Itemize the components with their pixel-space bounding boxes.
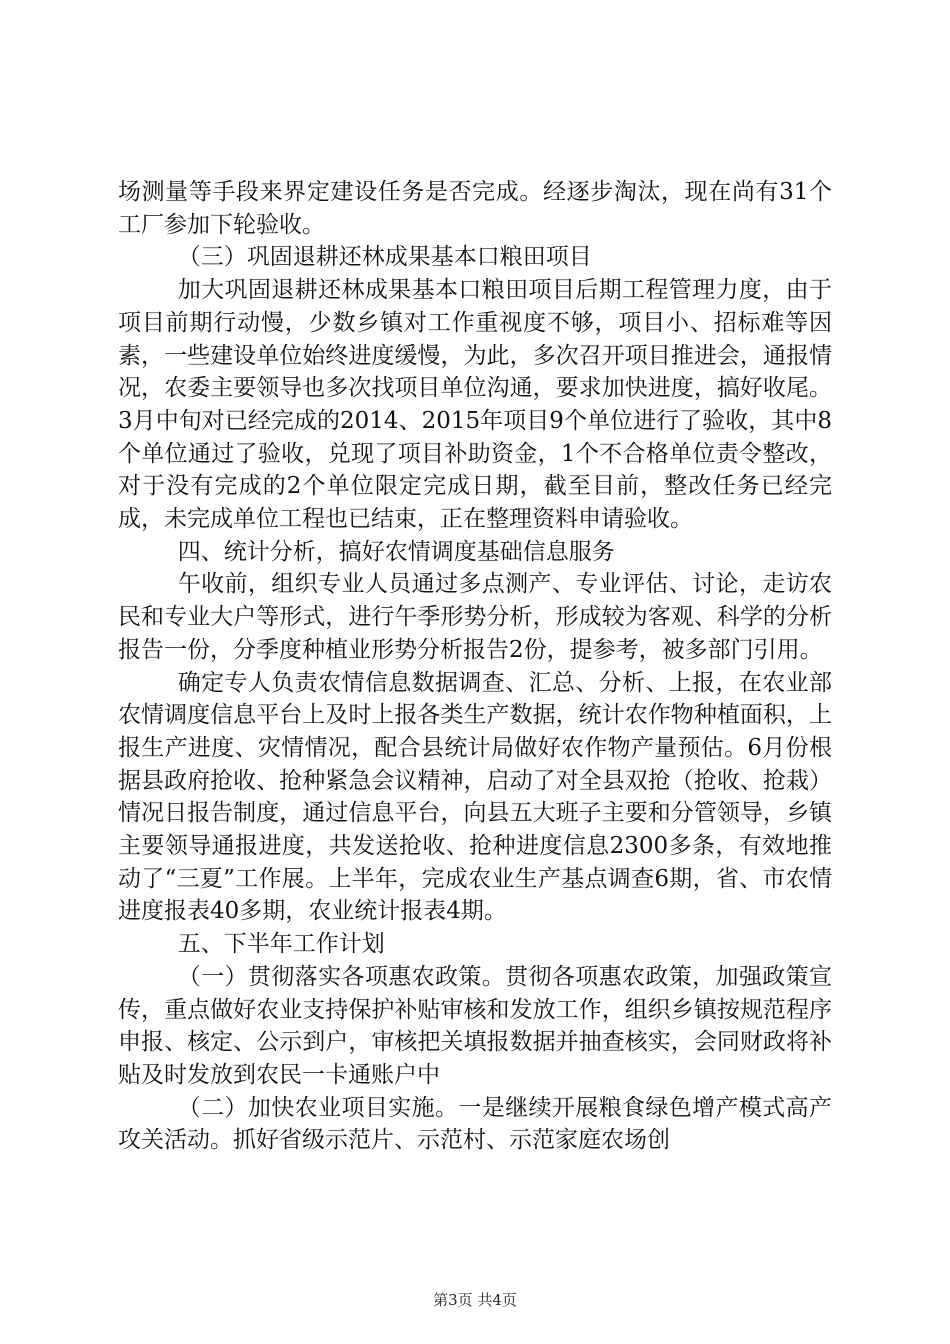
- section-heading-4: 四、统计分析，搞好农情调度基础信息服务: [177, 538, 615, 565]
- paragraph-6: 确定专人负责农情信息数据调查、汇总、分析、上报，在农业部农情调度信息平台上及时上报各类生产数据，统计农作物种植面积，上报生产进度、灾情情况，配合县统计局做好农作物产量预估。6月份根据县政府抢收、抢种紧急会议精神，启动了对全县双抢（抢收、抢栽）情况日报告制度，通过信息平台，向县五大班子主要和分管领导，乡镇主要领导通报进度，共发送抢收、抢种进度信息2300多条，有效地推动了“三夏”工作展。上半年，完成农业生产基点调查6期，省、市农情进度报表40多期，农业统计报表4期。: [118, 669, 832, 925]
- document-body: [118, 176, 832, 1157]
- paragraph-9: （二）加快农业项目实施。一是继续开展粮食绿色增产模式高产攻关活动。抓好省级示范片、示范村、示范家庭农场创: [118, 1094, 832, 1154]
- paragraph-1: 场测量等手段来界定建设任务是否完成。经逐步淘汰，现在尚有31个工厂参加下轮验收。: [118, 179, 832, 238]
- paragraph-8: （一）贯彻落实各项惠农政策。贯彻各项惠农政策，加强政策宣传，重点做好农业支持保护补贴审核和发放工作，组织乡镇按规范程序申报、核定、公示到户，审核把关填报数据并抽查核实，会同财政将补贴及时发放到农民一卡通账户中: [118, 963, 832, 1088]
- section-heading-3: （三）巩固退耕还林成果基本口粮田项目: [177, 244, 592, 271]
- page-number-footer: 第3页 共4页: [433, 1291, 517, 1309]
- paragraph-3: 加大巩固退耕还林成果基本口粮田项目后期工程管理力度，由于项目前期行动慢，少数乡镇对工作重视度不够，项目小、招标难等因素，一些建设单位始终进度缓慢，为此，多次召开项目推进会，通报情况，农委主要领导也多次找项目单位沟通，要求加快进度，搞好收尾。3月中旬对已经完成的2014、2015年项目9个单位进行了验收，其中8个单位通过了验收，兑现了项目补助资金，1个不合格单位责令整改，对于没有完成的2个单位限定完成日期，截至目前，整改任务已经完成，未完成单位工程也已结束，正在整理资料申请验收。: [118, 277, 832, 533]
- section-heading-5: 五、下半年工作计划: [177, 931, 385, 958]
- paragraph-5: 午收前，组织专业人员通过多点测产、专业评估、讨论，走访农民和专业大户等形式，进行午季形势分析，形成较为客观、科学的分析报告一份，分季度种植业形势分析报告2份，提参考，被多部门引用。: [118, 571, 832, 663]
